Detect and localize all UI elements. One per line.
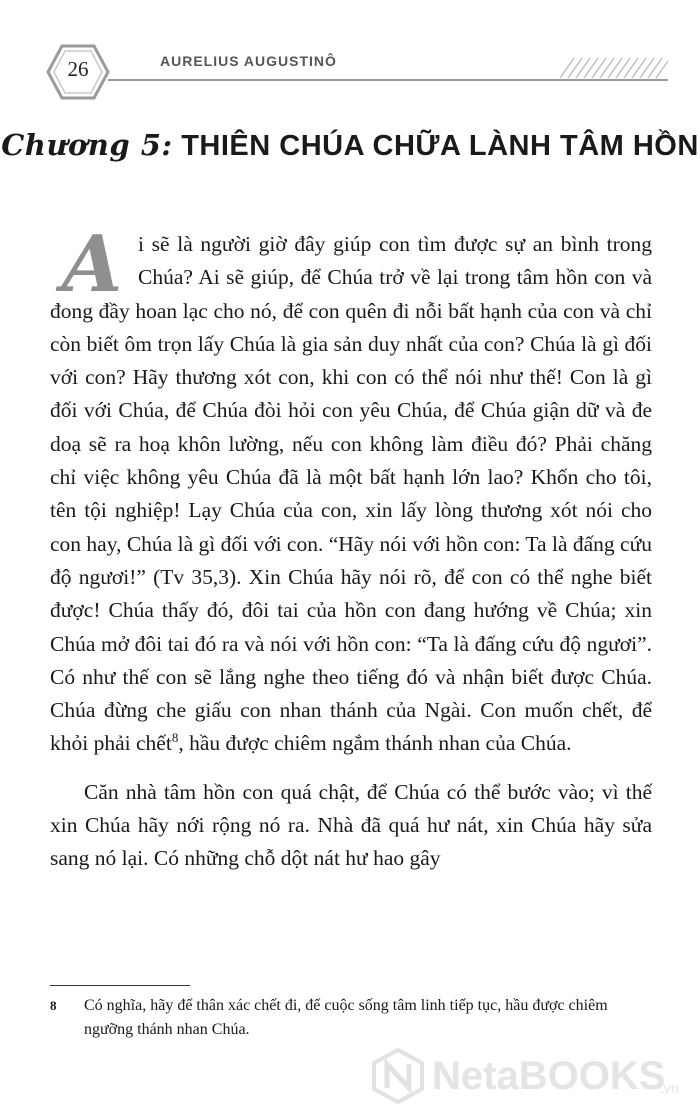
- drop-cap: A: [61, 219, 123, 310]
- watermark-suffix: .vn: [660, 1080, 679, 1096]
- paragraph-1-text: i sẽ là người giờ đây giúp con tìm được sự an bình trong Chúa? Ai sẽ giúp, để Chúa trở về lại trong tâm hồn con và đong đầy hoan lạc cho nó, để con quên đi nỗi bất hạnh của con và chỉ còn biết ôm trọn lấy Chúa là gia sản duy nhất của con? Chúa là gì đối với con? Hãy thương xót con, khi con có thể nói như thế! Con là gì đối với Chúa, để Chúa đòi hỏi con yêu Chúa, để Chúa giận dữ và đe doạ sẽ ra hoạ khôn lường, nếu con không làm điều đó? Phải chăng chỉ việc không yêu Chúa đã là một bất hạnh lớn lao? Khốn cho tôi, tên tội nghiệp! Lạy Chúa của con, xin lấy lòng thương xót nói cho con hay, Chúa là gì đối với con. “Hãy nói với hồn con: Ta là đấng cứu độ ngươi!” (Tv 35,3). Xin Chúa hãy nói rõ, để con có thể nghe biết được! Chúa thấy đó, đôi tai của hồn con đang hướng về Chúa; xin Chúa mở đôi tai đó ra và nói với hồn con: “Ta là đấng cứu độ ngươi”. Có như thế con sẽ lắng nghe theo tiếng đó và nhận biết được Chúa. Chúa đừng che giấu con nhan thánh của Ngài. Con muốn chết, để khỏi phải chết: [50, 232, 652, 756]
- footnote-text: Có nghĩa, hãy để thân xác chết đi, để cuộc sống tâm linh tiếp tục, hầu được chiêm ngưỡng thánh nhan Chúa.: [84, 997, 608, 1038]
- page-header: [0, 0, 700, 110]
- chapter-title: [0, 128, 700, 163]
- running-header-author: AURELIUS AUGUSTINÔ: [160, 53, 337, 69]
- watermark-brand: NetaBOOKS: [432, 1054, 666, 1098]
- footnote-number: 8: [50, 998, 57, 1013]
- paragraph-2: Căn nhà tâm hồn con quá chật, để Chúa có thể bước vào; vì thế xin Chúa hãy nới rộng nó ra. Nhà đã quá hư nát, xin Chúa hãy sửa sang nó lại. Có những chỗ dột nát hư hao gây: [50, 779, 652, 871]
- footnote-rule: [50, 985, 190, 986]
- paragraph-1-tail: , hầu được chiêm ngắm thánh nhan của Chúa.: [178, 731, 572, 756]
- chapter-label: Chương 5:: [1, 128, 173, 162]
- header-hatch-ornament: [560, 56, 668, 78]
- netabooks-logo-icon: [370, 1048, 426, 1104]
- chapter-title-text: THIÊN CHÚA CHỮA LÀNH TÂM HỒN: [181, 130, 699, 162]
- body-text: [50, 219, 652, 876]
- netabooks-watermark: [370, 1044, 690, 1108]
- header-rule: [108, 79, 668, 81]
- footnote-reference[interactable]: 8: [171, 730, 179, 746]
- page-number: 26: [67, 57, 89, 81]
- footnote: [50, 994, 610, 1042]
- paragraph-1: [50, 219, 652, 761]
